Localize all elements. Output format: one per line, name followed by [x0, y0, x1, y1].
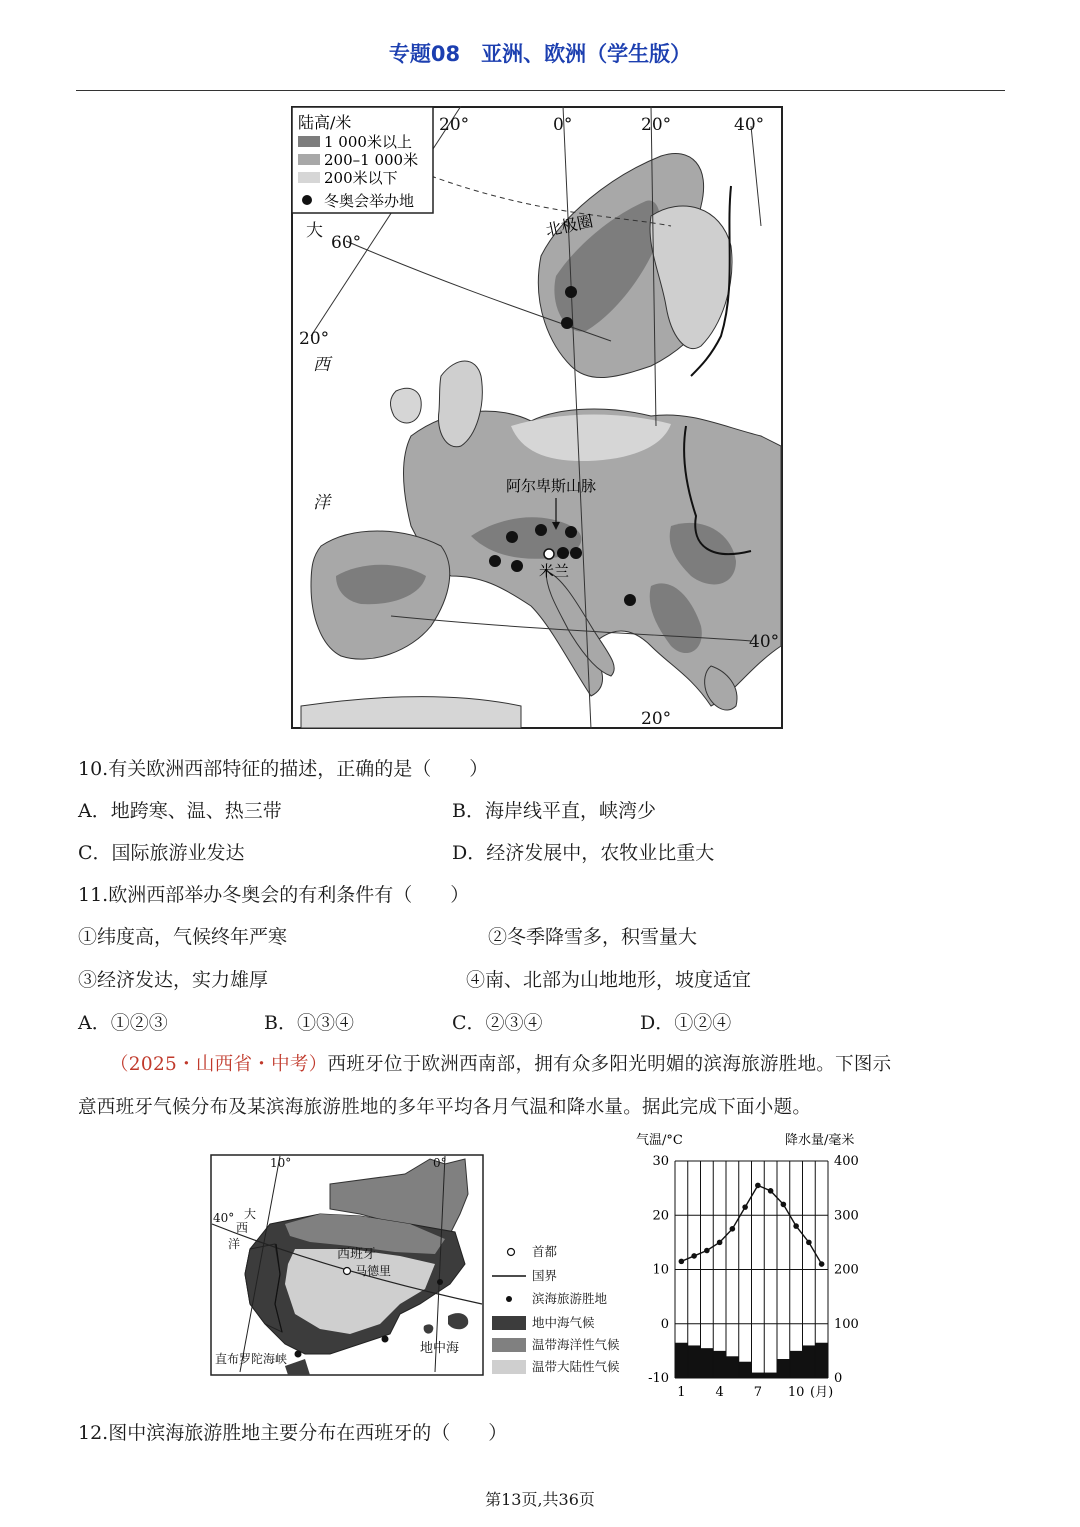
lon-20w-top-label: 20°	[439, 115, 470, 135]
month-tick-label: 10	[787, 1385, 805, 1400]
temperature-point-3	[704, 1248, 710, 1254]
svg-text:1 000米以上: 1 000米以上	[324, 133, 412, 151]
document-title: 专题08 亚洲、欧洲（学生版）	[388, 42, 692, 66]
spain-country-label: 西班牙	[337, 1247, 377, 1262]
svg-text:国界: 国界	[532, 1268, 558, 1283]
q11-option-b: B．①③④	[264, 1012, 354, 1034]
spain-ocean-da: 大	[244, 1207, 257, 1221]
precip-bar-7	[752, 1373, 765, 1378]
spain-map-legend	[492, 1244, 620, 1374]
precip-bar-10	[790, 1351, 803, 1378]
precip-tick-label: 200	[834, 1262, 859, 1278]
intro-line-1: （2025・山西省・中考）西班牙位于欧洲西南部，拥有众多阳光明媚的滨海旅游胜地。下图示	[110, 1054, 892, 1075]
europe-map-legend	[292, 107, 433, 213]
precip-tick-label: 0	[834, 1371, 843, 1386]
temperature-point-12	[819, 1261, 825, 1267]
lat-40-label: 40°	[749, 632, 780, 652]
spain-lon-0-label: 0°	[433, 1156, 447, 1170]
temperature-tick-label: 10	[652, 1262, 669, 1278]
alps-label: 阿尔卑斯山脉	[506, 477, 597, 495]
svg-text:首都: 首都	[532, 1244, 558, 1259]
spain-climate-map	[210, 1154, 640, 1376]
precip-tick-label: 100	[834, 1316, 859, 1332]
q12-stem: 12.图中滨海旅游胜地主要分布在西班牙的（ ）	[78, 1422, 508, 1444]
svg-text:滨海旅游胜地: 滨海旅游胜地	[532, 1291, 608, 1306]
header-divider	[76, 90, 1005, 91]
temperature-point-1	[679, 1259, 685, 1265]
spain-lon-10w-label: 10°	[270, 1156, 292, 1170]
svg-text:200–1 000米: 200–1 000米	[324, 151, 419, 169]
q11-statement-1: ①纬度高，气候终年严寒	[78, 926, 288, 948]
temperature-tick-label: 30	[652, 1154, 669, 1169]
q11-statement-2: ②冬季降雪多，积雪量大	[488, 926, 698, 948]
climate-chart	[630, 1128, 880, 1408]
lon-20w-left-label: 20°	[299, 329, 330, 349]
q11-option-a: A．①②③	[78, 1012, 168, 1034]
temperature-point-11	[806, 1240, 812, 1246]
precip-tick-label: 300	[834, 1208, 859, 1224]
month-tick-label: 7	[753, 1385, 763, 1400]
svg-text:温带海洋性气候: 温带海洋性气候	[532, 1337, 620, 1352]
temperature-tick-label: 0	[660, 1316, 669, 1332]
precip-bar-5	[726, 1356, 739, 1378]
q10-option-b: B．海岸线平直，峡湾少	[452, 800, 656, 822]
ocean-label-xi: 西	[313, 355, 330, 375]
q11-option-c: C．②③④	[452, 1012, 543, 1034]
q10-option-d: D．经济发展中，农牧业比重大	[452, 842, 715, 864]
temperature-point-5	[730, 1226, 736, 1232]
spain-ocean-yang: 洋	[228, 1237, 241, 1251]
intro-line-2: 意西班牙气候分布及某滨海旅游胜地的多年平均各月气温和降水量。据此完成下面小题。	[78, 1097, 812, 1118]
arctic-circle-label: 北极圈	[543, 211, 595, 240]
precip-bar-11	[803, 1345, 816, 1378]
q10-option-a: A．地跨寒、温、热三带	[78, 800, 282, 822]
lat-60-label: 60°	[331, 233, 362, 253]
milan-marker	[544, 549, 554, 559]
svg-text:陆高/米: 陆高/米	[298, 113, 352, 132]
svg-text:200米以下: 200米以下	[324, 169, 398, 187]
month-tick-label: 4	[715, 1385, 724, 1400]
q11-option-d: D．①②④	[640, 1012, 732, 1034]
ocean-label-yang: 洋	[313, 493, 330, 513]
temperature-point-2	[691, 1253, 697, 1259]
precip-bar-8	[764, 1373, 777, 1378]
mediterranean-sea-label: 地中海	[420, 1341, 460, 1356]
temperature-point-6	[742, 1204, 748, 1210]
madrid-label: 马德里	[355, 1264, 392, 1278]
q10-option-c: C．国际旅游业发达	[78, 842, 245, 864]
lon-20e-bottom-label: 20°	[641, 709, 672, 729]
precipitation-axis-title: 降水量/毫米	[785, 1133, 855, 1148]
spain-ocean-xi: 西	[236, 1221, 249, 1235]
gibraltar-label: 直布罗陀海峡	[215, 1352, 288, 1366]
temperature-axis-title: 气温/°C	[636, 1133, 683, 1148]
q10-stem: 10.有关欧洲西部特征的描述，正确的是（ ）	[78, 758, 489, 780]
milan-label: 米兰	[539, 562, 570, 580]
lon-40e-label: 40°	[734, 115, 765, 135]
europe-map	[291, 106, 783, 729]
lon-0-label: 0°	[553, 115, 573, 135]
precip-bar-6	[739, 1362, 752, 1378]
precip-bar-9	[777, 1359, 790, 1378]
temperature-point-10	[793, 1223, 799, 1229]
q11-statement-3: ③经济发达，实力雄厚	[78, 969, 269, 991]
precip-tick-label: 400	[834, 1154, 859, 1169]
spain-lat-40-label: 40°	[213, 1211, 235, 1225]
temperature-point-7	[755, 1183, 761, 1189]
q11-statement-4: ④南、北部为山地地形，坡度适宜	[466, 969, 752, 991]
page-number: 第13页,共36页	[485, 1490, 595, 1509]
month-tick-label: 1	[677, 1385, 686, 1400]
svg-text:地中海气候: 地中海气候	[532, 1315, 595, 1330]
precip-bar-4	[713, 1351, 726, 1378]
precip-bar-1	[675, 1343, 688, 1378]
lon-20e-top-label: 20°	[641, 115, 672, 135]
ocean-label-da: 大	[306, 221, 323, 241]
svg-text:温带大陆性气候: 温带大陆性气候	[532, 1359, 620, 1374]
question-source: （2025・山西省・中考）	[110, 1054, 328, 1075]
temperature-tick-label: -10	[648, 1371, 669, 1386]
precip-bar-12	[815, 1343, 828, 1378]
temperature-point-8	[768, 1188, 774, 1194]
month-axis-unit: (月)	[810, 1385, 834, 1400]
temperature-point-4	[717, 1240, 723, 1246]
precip-bar-3	[701, 1348, 714, 1378]
temperature-tick-label: 20	[652, 1208, 669, 1224]
svg-text:冬奥会举办地: 冬奥会举办地	[324, 192, 415, 210]
precip-bar-2	[688, 1345, 701, 1378]
q11-stem: 11.欧洲西部举办冬奥会的有利条件有（ ）	[78, 884, 470, 906]
temperature-point-9	[781, 1202, 787, 1208]
